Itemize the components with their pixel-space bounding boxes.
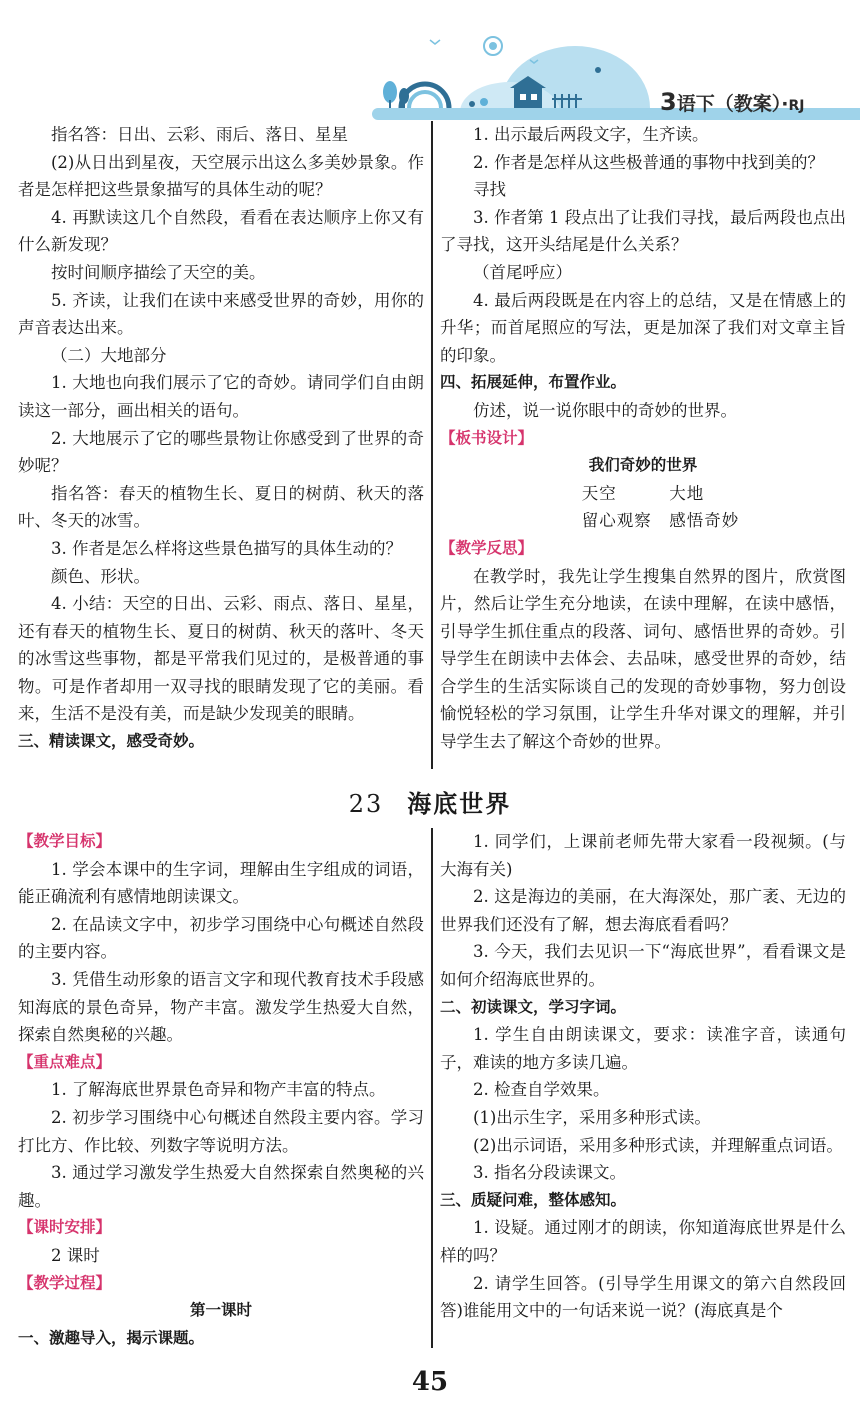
section-tag: 【教学反思】	[440, 538, 534, 557]
paragraph: 2. 请学生回答。(引导学生用课文的第六自然段回答)谁能用文中的一句话来说一说？(海底真是个	[440, 1273, 846, 1321]
section-tag: 【板书设计】	[440, 428, 534, 447]
paragraph: 1. 设疑。通过刚才的朗读，你知道海底世界是什么样的吗？	[440, 1218, 846, 1265]
paragraph: （首尾呼应）	[473, 262, 572, 282]
paragraph: 按时间顺序描绘了天空的美。	[51, 262, 266, 282]
page-number: 45	[411, 1367, 449, 1397]
paragraph: 指名答：日出、云彩、雨后、落日、星星	[51, 125, 348, 144]
top-column-divider	[431, 121, 433, 769]
paragraph: 5. 齐读，让我们在读中来感受世界的奇妙，用你的声音表达出来。	[18, 290, 424, 338]
board-line: 天空 大地	[581, 483, 705, 503]
landscape-illustration-icon	[360, 20, 660, 115]
paragraph: 3. 通过学习激发学生热爱大自然探索自然奥秘的兴趣。	[18, 1163, 424, 1210]
bottom-left-column	[18, 828, 424, 1352]
top-left-column	[18, 121, 424, 756]
paragraph: 4. 再默读这几个自然段，看看在表达顺序上你又有什么新发现？	[18, 207, 424, 255]
paragraph: (1)出示生字，采用多种形式读。	[473, 1107, 711, 1127]
paragraph: 4. 小结：天空的日出、云彩、雨点、落日、星星，还有春天的植物生长、夏日的树荫、秋天的落叶、冬天的冰雪这些事物，都是平常我们见过的，是极普通的事物。可是作者却用一双寻找的眼睛发现了它的美丽。看来，生活不是没有美，而是缺少发现美的眼睛。	[18, 594, 424, 724]
book-title: 3语下（教案）·RJ	[660, 88, 805, 116]
section-heading: 二、初读课文，学习字词。	[440, 997, 627, 1016]
section-heading: 一、激趣导入，揭示课题。	[18, 1328, 205, 1347]
paragraph: 2. 检查自学效果。	[473, 1080, 610, 1100]
lesson-number: 23	[348, 790, 384, 818]
paragraph: 颜色、形状。	[51, 566, 150, 586]
section-heading: 三、精读课文，感受奇妙。	[18, 732, 205, 751]
lesson-title	[0, 784, 860, 819]
paragraph: 2. 在品读文字中，初步学习围绕中心句概述自然段的主要内容。	[18, 914, 424, 962]
page-header	[0, 0, 860, 125]
grade-number: 3	[660, 88, 677, 116]
book-name: 语下（教案）	[676, 93, 782, 115]
board-title: 我们奇妙的世界	[588, 456, 698, 475]
paragraph: 3. 作者是怎么样将这些景色描写的具体生动的？	[51, 538, 402, 558]
paragraph: 在教学时，我先让学生搜集自然界的图片，欣赏图片，然后让学生充分地读，在读中理解，在读中感悟，引导学生抓住重点的段落、词句、感悟世界的奇妙。引导学生在朗读中去体会、去品味，感受世界的奇妙，结合学生的生活实际谈自己的发现的奇妙事物，努力创设愉悦轻松的学习氛围，让学生升华对课文的理解，并引导学生去了解这个奇妙的世界。	[440, 566, 846, 752]
paragraph: 1. 学会本课中的生字词，理解由生字组成的词语，能正确流利有感情地朗读课文。	[18, 859, 424, 907]
section-tag: 【课时安排】	[18, 1218, 112, 1237]
section-tag: 【重点难点】	[18, 1052, 112, 1071]
section-heading: 三、质疑问难，整体感知。	[440, 1190, 627, 1209]
paragraph: (2)出示词语，采用多种形式读，并理解重点词语。	[473, 1135, 843, 1155]
paragraph: 2. 大地展示了它的哪些景物让你感受到了世界的奇妙呢？	[18, 428, 424, 476]
paragraph: 指名答：春天的植物生长、夏日的树荫、秋天的落叶、冬天的冰雪。	[18, 483, 424, 531]
paragraph: 4. 最后两段既是在内容上的总结，又是在情感上的升华；而首尾照应的写法，更是加深了我们对文章主旨的印象。	[440, 290, 846, 365]
paragraph: 3. 今天，我们去见识一下“海底世界”，看看课文是如何介绍海底世界的。	[440, 942, 846, 989]
section-tag: 【教学过程】	[18, 1273, 112, 1292]
top-right-column	[440, 121, 846, 756]
paragraph: 1. 了解海底世界景色奇异和物产丰富的特点。	[51, 1080, 386, 1100]
board-line: 留心观察 感悟奇妙	[546, 511, 740, 531]
paragraph: 1. 同学们，上课前老师先带大家看一段视频。(与大海有关)	[440, 832, 846, 879]
paragraph: 2. 作者是怎样从这些极普通的事物中找到美的？	[473, 152, 824, 172]
paragraph: 仿述，说一说你眼中的奇妙的世界。	[473, 400, 737, 420]
edition-label: RJ	[788, 98, 805, 114]
paragraph: 1. 出示最后两段文字，生齐读。	[473, 125, 709, 144]
lesson-name: 海底世界	[407, 789, 512, 818]
paragraph: 寻找	[473, 180, 506, 200]
paragraph: （二）大地部分	[51, 345, 167, 365]
paragraph: 2. 初步学习围绕中心句概述自然段主要内容。学习打比方、作比较、列数字等说明方法。	[18, 1107, 424, 1155]
paragraph: 3. 作者第 1 段点出了让我们寻找，最后两段也点出了寻找，这开头结尾是什么关系？	[440, 207, 846, 255]
paragraph: 2 课时	[51, 1245, 100, 1265]
paragraph: 3. 凭借生动形象的语言文字和现代教育技术手段感知海底的景色奇异，物产丰富。激发学生热爱大自然，探索自然奥秘的兴趣。	[18, 969, 424, 1045]
bottom-column-divider	[431, 828, 433, 1348]
paragraph: (2)从日出到星夜，天空展示出这么多美妙景象。作者是怎样把这些景象描写的具体生动的呢？	[18, 152, 424, 200]
paragraph: 1. 学生自由朗读课文，要求：读准字音，读通句子，难读的地方多读几遍。	[440, 1025, 846, 1072]
paragraph: 1. 大地也向我们展示了它的奇妙。请同学们自由朗读这一部分，画出相关的语句。	[18, 373, 424, 420]
section-tag: 【教学目标】	[18, 832, 112, 850]
bottom-right-column	[440, 828, 846, 1325]
board-title: 第一课时	[189, 1301, 252, 1320]
paragraph: 3. 指名分段读课文。	[473, 1163, 626, 1183]
paragraph: 2. 这是海边的美丽，在大海深处，那广袤、无边的世界我们还没有了解，想去海底看看吗？	[440, 887, 846, 934]
section-heading: 四、拓展延伸，布置作业。	[440, 373, 627, 392]
